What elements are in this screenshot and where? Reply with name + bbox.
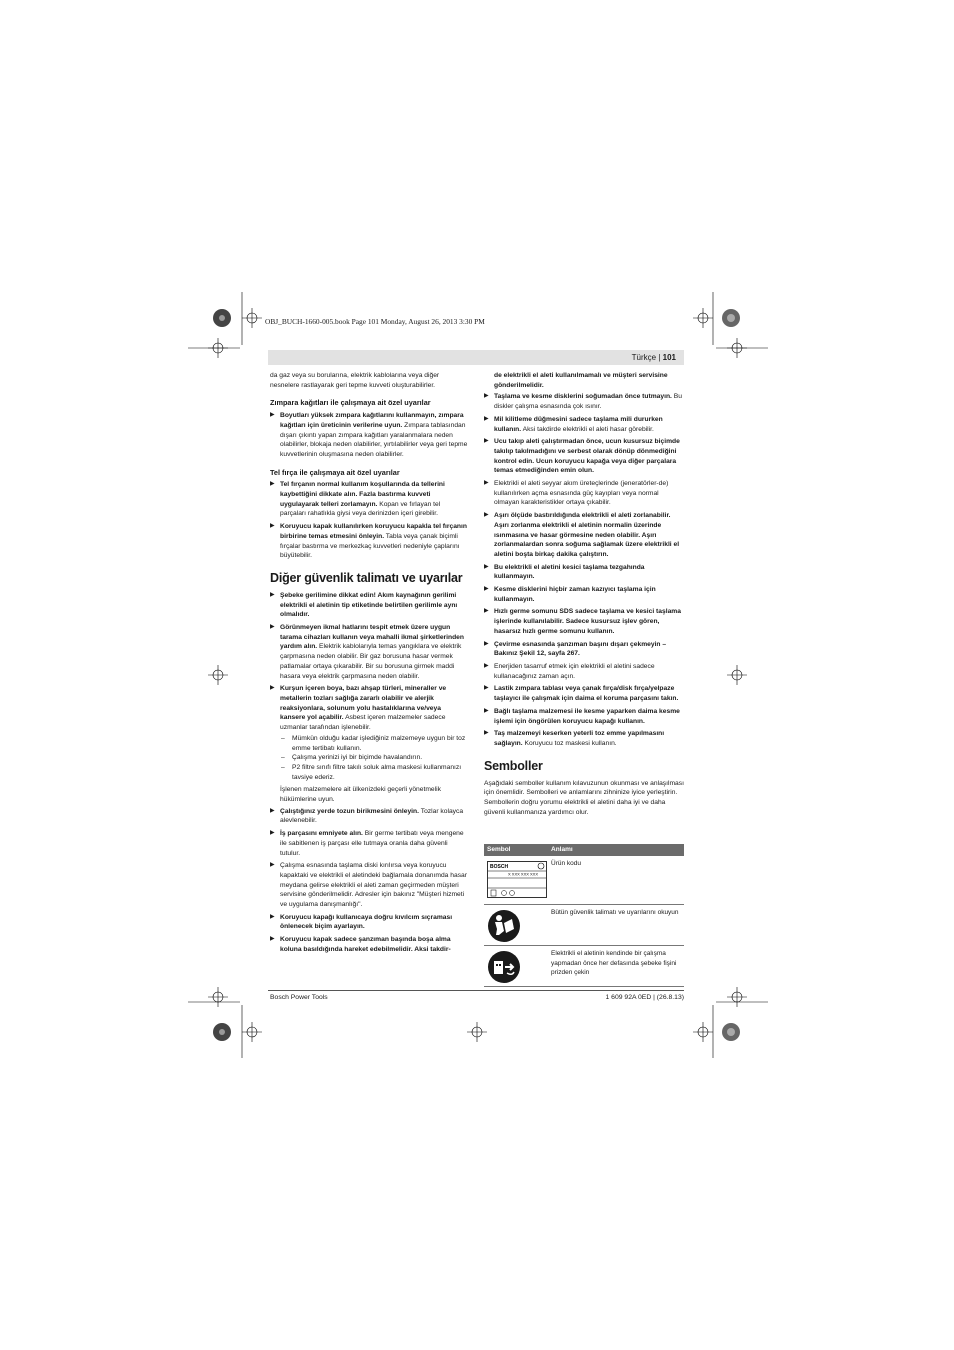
list-item: ▶ Kesme disklerini hiçbir zaman kazıyıcı taşlama için kullanmayın.	[484, 586, 656, 603]
sub-item: – Mümkün olduğu kadar işlediğiniz malzemeye uygun bir toz emme tertibatı kullanın.	[281, 734, 466, 752]
section-heading-other: Diğer güvenlik talimatı ve uyarılar	[270, 570, 463, 585]
sub-item: – P2 filtre sınıfı filtre takılı soluk alma maskesi kullanmanızı tavsiye ederiz.	[281, 763, 462, 781]
list-item: ▶ Koruyucu kapak kullanılırken koruyucu kapakla tel fırçanın birbirine temas etmesini önleyin. Tabla veya çanak biçimli fırçalar bastırma ve merkezkaç kuvvetleri nedeniyle çaplarını büyütebilir.	[270, 523, 467, 560]
bullet-arrow-icon: ▶	[484, 438, 489, 445]
bullet-arrow-icon: ▶	[484, 707, 489, 714]
bullet-arrow-icon: ▶	[484, 415, 489, 422]
list-item: ▶ Şebeke gerilimine dikkat edin! Akım kaynağının gerilimi elektrikli el aletinin tip etiketinde belirtilen gerilimle aynı olmalıdır.	[270, 591, 458, 619]
column-header-symbol: Sembol	[487, 846, 511, 853]
list-item: ▶ Bu elektrikli el aletini kesici taşlama tezgahında kullanmayın.	[484, 563, 645, 581]
list-item: ▶ Boyutları yüksek zımpara kağıtlarını kullanmayın, zımpara kağıtları için üreticinin verilerine uyun. Zımpara tablasından dışarı çıkıntı yapan zımpara kağıtları yaralanmalara neden olabilirler, blokaja neden olabilirler, yırtılabilirler veya geri tepme kuvvetlerinin oluşmasına neden olabilirler.	[270, 412, 468, 458]
list-item: ▶ Koruyucu kapak sadece şanzıman başında boşa alma koluna basıldığında hareket edebilmelidir. Aksi takdir-	[270, 936, 451, 953]
bullet-arrow-icon: ▶	[270, 936, 275, 943]
read-manual-icon	[487, 909, 521, 943]
bullet-arrow-icon: ▶	[270, 807, 275, 814]
symbols-table	[484, 844, 684, 987]
bullet-arrow-icon: ▶	[484, 730, 489, 737]
sub-item: – Çalışma yerinizi iyi bir biçimde havalandırın.	[281, 754, 423, 762]
list-item: ▶ İş parçasını emniyete alın. Bir germe tertibatı veya mengene ile sabitlenen iş parçası elle tutmaya oranla daha güvenli tutulur.	[270, 830, 464, 857]
list-item: ▶ Taş malzemeyi keserken yeterli toz emme yapılmasını sağlayın. Koruyucu toz maskesi kullanın.	[484, 730, 665, 747]
footer-doc-code: 1 609 92A 0ED | (26.8.13)	[605, 994, 684, 1001]
list-item: ▶ Hızlı germe somunu SDS sadece taşlama ve kesici taşlama işlerinde kullanılabilir. Sadece kusursuz işlev gören, hasarsız hızlı germe somunu kullanın.	[484, 608, 681, 635]
list-item: ▶ Mil kilitleme düğmesini sadece taşlama mili dururken kullanın. Aksi takdirde elektrikli el aleti hasar görebilir.	[484, 415, 663, 433]
header-bar	[268, 350, 684, 365]
bullet-arrow-icon: ▶	[484, 563, 489, 570]
product-code-label-icon	[487, 861, 547, 898]
bullet-arrow-icon: ▶	[270, 624, 275, 631]
column-header-meaning: Anlamı	[551, 846, 573, 853]
continued-text: de elektrikli el aleti kullanılmamalı ve müşteri servisine gönderilmelidir.	[494, 372, 668, 389]
section-heading-symbols: Semboller	[484, 758, 543, 773]
table-header	[484, 844, 684, 856]
intro-text: da gaz veya su borularına, elektrik kablolarına veya diğer nesnelere rastlayarak geri tepme kuvveti oluşturabilirler.	[270, 372, 440, 389]
footer-brand: Bosch Power Tools	[270, 994, 328, 1001]
list-item: ▶ Çevirme esnasında şanzıman başını dışarı çekmeyin – Bakınız Şekil 12, sayfa 267.	[484, 640, 667, 658]
bullet-arrow-icon: ▶	[270, 862, 275, 869]
header-language: Türkçe	[631, 353, 657, 362]
list-item: ▶ Elektrikli el aleti seyyar akım üreteçlerinde (jeneratörler-de) kullanılırken açma esnasında güç kayıpları veya normal olmayan karakteristikler ortaya çıkabilir.	[484, 480, 669, 507]
wire-brush-heading: Tel fırça ile çalışmaya ait özel uyarılar	[270, 467, 400, 477]
bullet-arrow-icon: ▶	[484, 685, 489, 692]
bullet-arrow-icon: ▶	[270, 523, 275, 530]
list-item: ▶ Koruyucu kapağı kullanıcaya doğru kıvılcım sıçraması önlenecek biçim ayarlayın.	[270, 913, 453, 931]
list-item: ▶ Ucu takıp aleti çalıştırmadan önce, ucun kusursuz biçimde takılıp takılmadığını ve serbest olarak dönüp dönmediğini kontrol edin. Ucun koruyucu kapağa veya diğer parçalara temas etmediğinden emin olun.	[484, 438, 680, 475]
list-item: ▶ Aşırı ölçüde bastırıldığında elektrikli el aleti zorlanabilir. Aşırı zorlanma elektrikli el aletinin normalin üzerinde ısınmasına ve hasar görmesine neden olabilir. Aşırı zorlanmalardan sonra soğuma sağlamak üzere elektrikli el aletini boşta birkaç dakika çalıştırın.	[484, 512, 680, 558]
symbols-intro: Aşağıdaki semboller kullanım kılavuzunun okunması ve anlaşılması için önemlidir. Sembolleri ve anlamlarını zihninize iyice yerleştirin. Sembollerin doğru yorumu elektrikli el aletini daha iyi ve daha güvenli kullanmanıza yardımcı olur.	[484, 779, 684, 816]
bullet-arrow-icon: ▶	[484, 393, 489, 400]
bullet-arrow-icon: ▶	[484, 512, 489, 519]
bullet-arrow-icon: ▶	[270, 412, 275, 419]
sanding-heading: Zımpara kağıtları ile çalışmaya ait özel uyarılar	[270, 398, 431, 408]
list-item: ▶ Çalışma esnasında taşlama diski kırılırsa veya koruyucu kapaktaki ve elektrikli el aletindeki bağlamala donanımda hasar meydana gelirse elektrikli el aleti zaman geçirmeden müşteri servisine gönderilmelidir. Adresler için bakınız "Müşteri hizmeti ve uygulama danışmanlığı".	[270, 862, 467, 909]
regulation-note: İşlenen malzemelere ait ülkenizdeki geçerli yönetmelik hükümlerine uyun.	[280, 786, 441, 804]
list-item: ▶ Bağlı taşlama malzemesi ile kesme yaparken daima kesme işlemi için öngörülen koruyucu kapağı kullanın.	[484, 707, 680, 725]
list-item: ▶ Görünmeyen ikmal hatlarını tespit etmek üzere uygun tarama cihazları kullanın veya mahalli ikmal şirketlerinden yardım alın. Elektrik kablolarıyla temas yangıklara ve elektrik çarpmasına neden olabilir. Bir gaz borusuna hasar vermek patlamalar ortaya çıkarabilir. Bir su borusuna girmek maddi hasara veya elektrik çarpmasına neden olabilir.	[270, 624, 464, 680]
print-header: OBJ_BUCH-1660-005.book Page 101 Monday, August 26, 2013 3:30 PM	[265, 317, 485, 326]
left-column	[270, 371, 468, 958]
list-item: ▶ Tel fırçanın normal kullanım koşullarında da tellerini kaybettiğini dikkate alın. Fazla bastırma kuvveti uygulayarak telleri zorlamayın. Kopan ve fırlayan tel parçaları rahatlıkla giysi veya derinizden içeri girebilir.	[270, 481, 445, 518]
bullet-arrow-icon: ▶	[270, 913, 275, 920]
table-row	[484, 946, 684, 987]
bullet-arrow-icon: ▶	[270, 591, 275, 598]
meaning-text: Bütün güvenlik talimatı ve uyarılarını okuyun	[551, 909, 679, 916]
list-item: ▶ Kurşun içeren boya, bazı ahşap türleri, mineraller ve metallerin tozları sağlığa zararlı olabilir ve alerjik reaksiyonlara, solunum yolu hastalıklarına ve/veya kansere yol açabilir. Asbest içeren malzemeler sadece uzmanlar tarafından işlenebilir.	[270, 685, 447, 732]
meaning-text: Ürün kodu	[551, 860, 581, 867]
meaning-text: Elektrikli el aletinin kendinde bir çalışma yapmadan önce her defasında şebeke fişini prizden çekin	[551, 950, 677, 976]
bullet-arrow-icon: ▶	[270, 481, 275, 488]
right-column	[484, 371, 684, 819]
bullet-arrow-icon: ▶	[270, 830, 275, 837]
bullet-arrow-icon: ▶	[484, 480, 489, 487]
list-item: ▶ Taşlama ve kesme disklerini soğumadan önce tutmayın. Bu diskler çalışma esnasında çok ısınır.	[484, 393, 682, 411]
page-number: 101	[662, 353, 676, 362]
table-row	[484, 905, 684, 946]
label-code: X XXX XXX XXX	[508, 871, 539, 877]
list-item: ▶ Lastik zımpara tablası veya çanak fırça/disk fırça/yelpaze taşlayıcı ile çalışmak için daima el koruma parçasını takın.	[484, 685, 679, 703]
bullet-arrow-icon: ▶	[270, 685, 275, 692]
label-brand: BOSCH	[490, 864, 509, 870]
header-separator: |	[658, 353, 661, 362]
page-header	[632, 353, 676, 362]
bullet-arrow-icon: ▶	[484, 608, 489, 615]
footer-divider	[268, 990, 684, 991]
unplug-icon	[487, 950, 521, 984]
list-item: ▶ Enerjiden tasarruf etmek için elektrikli el aletini sadece kullanacağınız zaman açın.	[484, 662, 655, 680]
list-item: ▶ Çalıştığınız yerde tozun birikmesini önleyin. Tozlar kolayca alevlenebilir.	[270, 807, 464, 825]
bullet-arrow-icon: ▶	[484, 586, 489, 593]
bullet-arrow-icon: ▶	[484, 662, 489, 669]
table-row	[484, 856, 684, 905]
bullet-arrow-icon: ▶	[484, 640, 489, 647]
